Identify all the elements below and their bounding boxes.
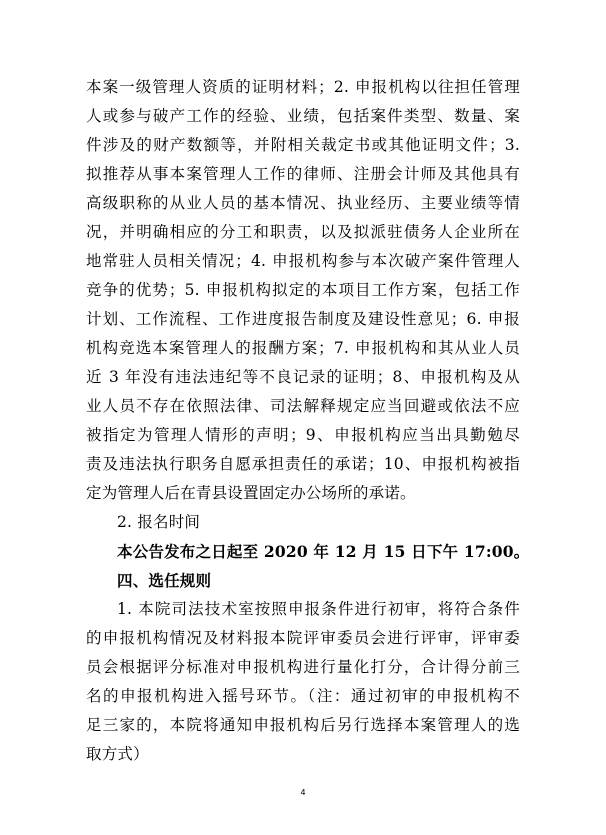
text-line: 地常驻人员相关情况；4. 申报机构参与本次破产案件管理人	[86, 252, 520, 270]
text-line: 被指定为管理人情形的声明；9、申报机构应当出具勤勉尽	[86, 426, 520, 444]
text-line: 员会根据评分标准对申报机构进行量化打分，合计得分前三	[86, 658, 520, 676]
registration-time-text: 本公告发布之日起至 2020 年 12 月 15 日下午 17:00。	[117, 542, 530, 561]
text-line: 业人员不存在依照法律、司法解释规定应当回避或依法不应	[86, 397, 520, 415]
text-line: 取方式）	[86, 745, 149, 763]
text-line: 的申报机构情况及材料报本院评审委员会进行评审，评审委	[86, 629, 520, 647]
subheading-registration-time: 2. 报名时间	[117, 513, 201, 531]
text-line: 人或参与破产工作的经验、业绩，包括案件类型、数量、案	[86, 107, 520, 125]
text-line: 足三家的，本院将通知申报机构后另行选择本案管理人的选	[86, 716, 520, 734]
page-number: 4	[300, 788, 306, 797]
text-line: 高级职称的从业人员的基本情况、执业经历、主要业绩等情	[86, 194, 520, 212]
text-line: 况，并明确相应的分工和职责，以及拟派驻债务人企业所在	[86, 223, 520, 241]
text-line: 1. 本院司法技术室按照申报条件进行初审，将符合条件	[117, 600, 520, 618]
text-line: 竞争的优势；5. 申报机构拟定的本项目工作方案，包括工作	[86, 281, 520, 299]
text-line: 机构竞选本案管理人的报酬方案；7. 申报机构和其从业人员	[86, 339, 520, 357]
text-line: 件涉及的财产数额等，并附相关裁定书或其他证明文件；3.	[86, 136, 520, 154]
text-line: 计划、工作流程、工作进度报告制度及建设性意见；6. 申报	[86, 310, 520, 328]
document-body	[86, 73, 530, 769]
text-line: 名的申报机构进入摇号环节。（注：通过初审的申报机构不	[86, 687, 520, 705]
text-line: 定为管理人后在青县设置固定办公场所的承诺。	[86, 484, 416, 502]
text-line: 本案一级管理人资质的证明材料；2. 申报机构以往担任管理	[86, 78, 520, 96]
text-line: 近 3 年没有违法违纪等不良记录的证明；8、申报机构及从	[86, 368, 520, 386]
text-line: 责及违法执行职务自愿承担责任的承诺；10、申报机构被指	[86, 455, 520, 473]
section-heading-selection-rules: 四、选任规则	[117, 571, 212, 590]
text-line: 拟推荐从事本案管理人工作的律师、注册会计师及其他具有	[86, 165, 520, 183]
